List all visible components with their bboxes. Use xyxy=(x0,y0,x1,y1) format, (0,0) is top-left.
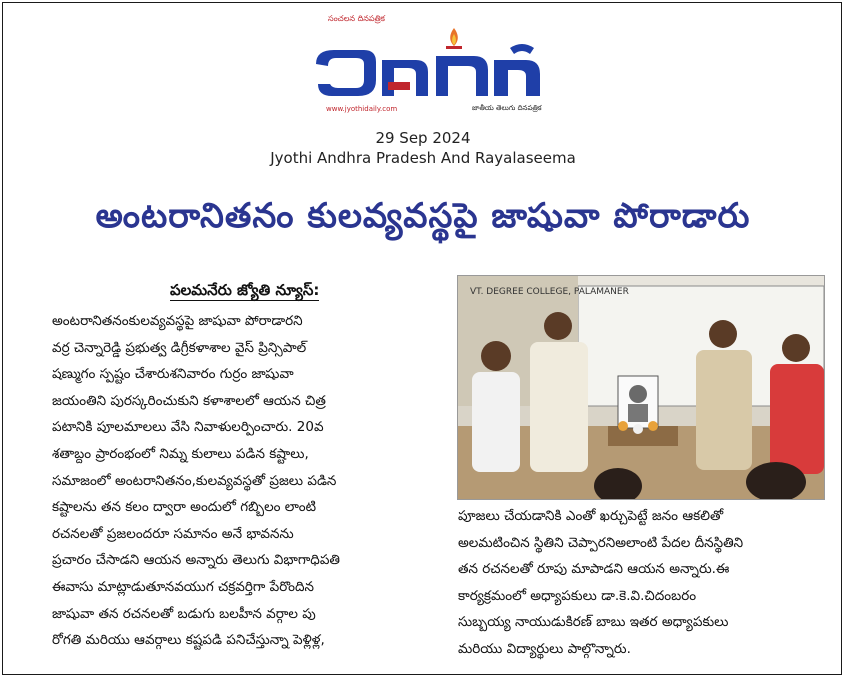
body-line: రచనలతో ప్రజలందరూ సమానం అనే భావనను xyxy=(52,525,294,542)
flame-icon xyxy=(446,28,462,49)
masthead xyxy=(296,12,546,122)
banner-text: VT. DEGREE COLLEGE, PALAMANER xyxy=(470,287,629,297)
body-line: రోగతి మరియు ఆవర్గాలు కష్టపడి పనిచేస్తున్నా పెళ్లిళ్ల, xyxy=(52,632,325,649)
right-body-line: అలమటించిన స్థితిని చెప్పారనిఅలాంటి పేదల దీనస్థితిని xyxy=(458,534,744,551)
right-body-line: సుబ్బయ్య నాయుడుకిరణ్ బాబు ఇతర అధ్యాపకులు xyxy=(458,614,729,631)
body-line: వర్ర చెన్నారెడ్డి ప్రభుత్వ డిగ్రీకళాశాల వైస్ ప్రిన్సిపాల్ xyxy=(52,339,307,356)
jyothi-logo xyxy=(304,26,544,108)
byline: పలమనేరు జ్యోతి న్యూస్: xyxy=(170,281,320,299)
body-line: సమాజంలో అంటరానితనం,కులవ్యవస్థతో ప్రజలు పడిన xyxy=(52,472,337,489)
right-body-line: మరియు విద్యార్థులు పాల్గొన్నారు. xyxy=(458,640,631,657)
article-body-right xyxy=(458,503,830,663)
body-line: జయంతిని పురస్కరించుకుని కళాశాలలో ఆయన చిత్ర xyxy=(52,392,326,409)
publish-date: 29 Sep 2024 xyxy=(375,129,471,147)
logo-subtitle: జాతీయ తెలుగు దినపత్రిక xyxy=(472,104,542,112)
right-body-line: పూజలు చేయడానికి ఎంతో ఖర్చుపెట్టే జనం ఆకలితో xyxy=(458,508,724,524)
body-line: ప్రచారం చేసాడని ఆయన అన్నారు తెలుగు విభాగాధిపతి xyxy=(52,552,340,569)
photo-illustration xyxy=(458,276,824,499)
right-body-line: కార్యక్రమంలో అధ్యాపకులు డా.కె.వి.చిదంబరం xyxy=(458,587,697,604)
body-line: జాషువా తన రచనలతో బడుగు బలహీన వర్గాల పు xyxy=(52,605,316,622)
article-body-left xyxy=(52,308,438,654)
body-line: షణ్ముగం స్పష్టం చేశారుశనివారం గుర్రం జాషువా xyxy=(52,366,294,383)
body-line: అంటరానితనంకులవ్యవస్థపై జాషువా పోరాడారని xyxy=(52,313,303,329)
dateline xyxy=(0,128,846,168)
body-line: ఈవాసు మాట్లాడుతూనవయుగ చక్రవర్తిగా పేరొందిన xyxy=(52,578,315,595)
right-body-line: తన రచనలతో రూపు మాపాడని ఆయన అన్నారు.ఈ xyxy=(458,561,730,578)
headline: అంటరానితనం కులవ్యవస్థపై జాషువా పోరాడారు xyxy=(95,196,751,236)
body-line: కష్టాలను తన కలం ద్వారా అందులో గబ్బిలం లాంటి xyxy=(52,499,317,516)
logo-url: www.jyothidaily.com xyxy=(326,105,398,113)
masthead-tagline: సంచలన దినపత్రిక xyxy=(328,14,385,23)
body-line: పటానికి పూలమాలలు వేసి నివాళులర్పించారు. 20వ xyxy=(52,419,324,436)
logo-glyphs xyxy=(316,44,540,96)
edition-name: Jyothi Andhra Pradesh And Rayalaseema xyxy=(270,149,576,167)
body-line: శతాబ్దం ప్రారంభంలో నిమ్న కులాలు పడిన కష్టాలు, xyxy=(52,445,309,462)
article-photo xyxy=(457,275,825,500)
